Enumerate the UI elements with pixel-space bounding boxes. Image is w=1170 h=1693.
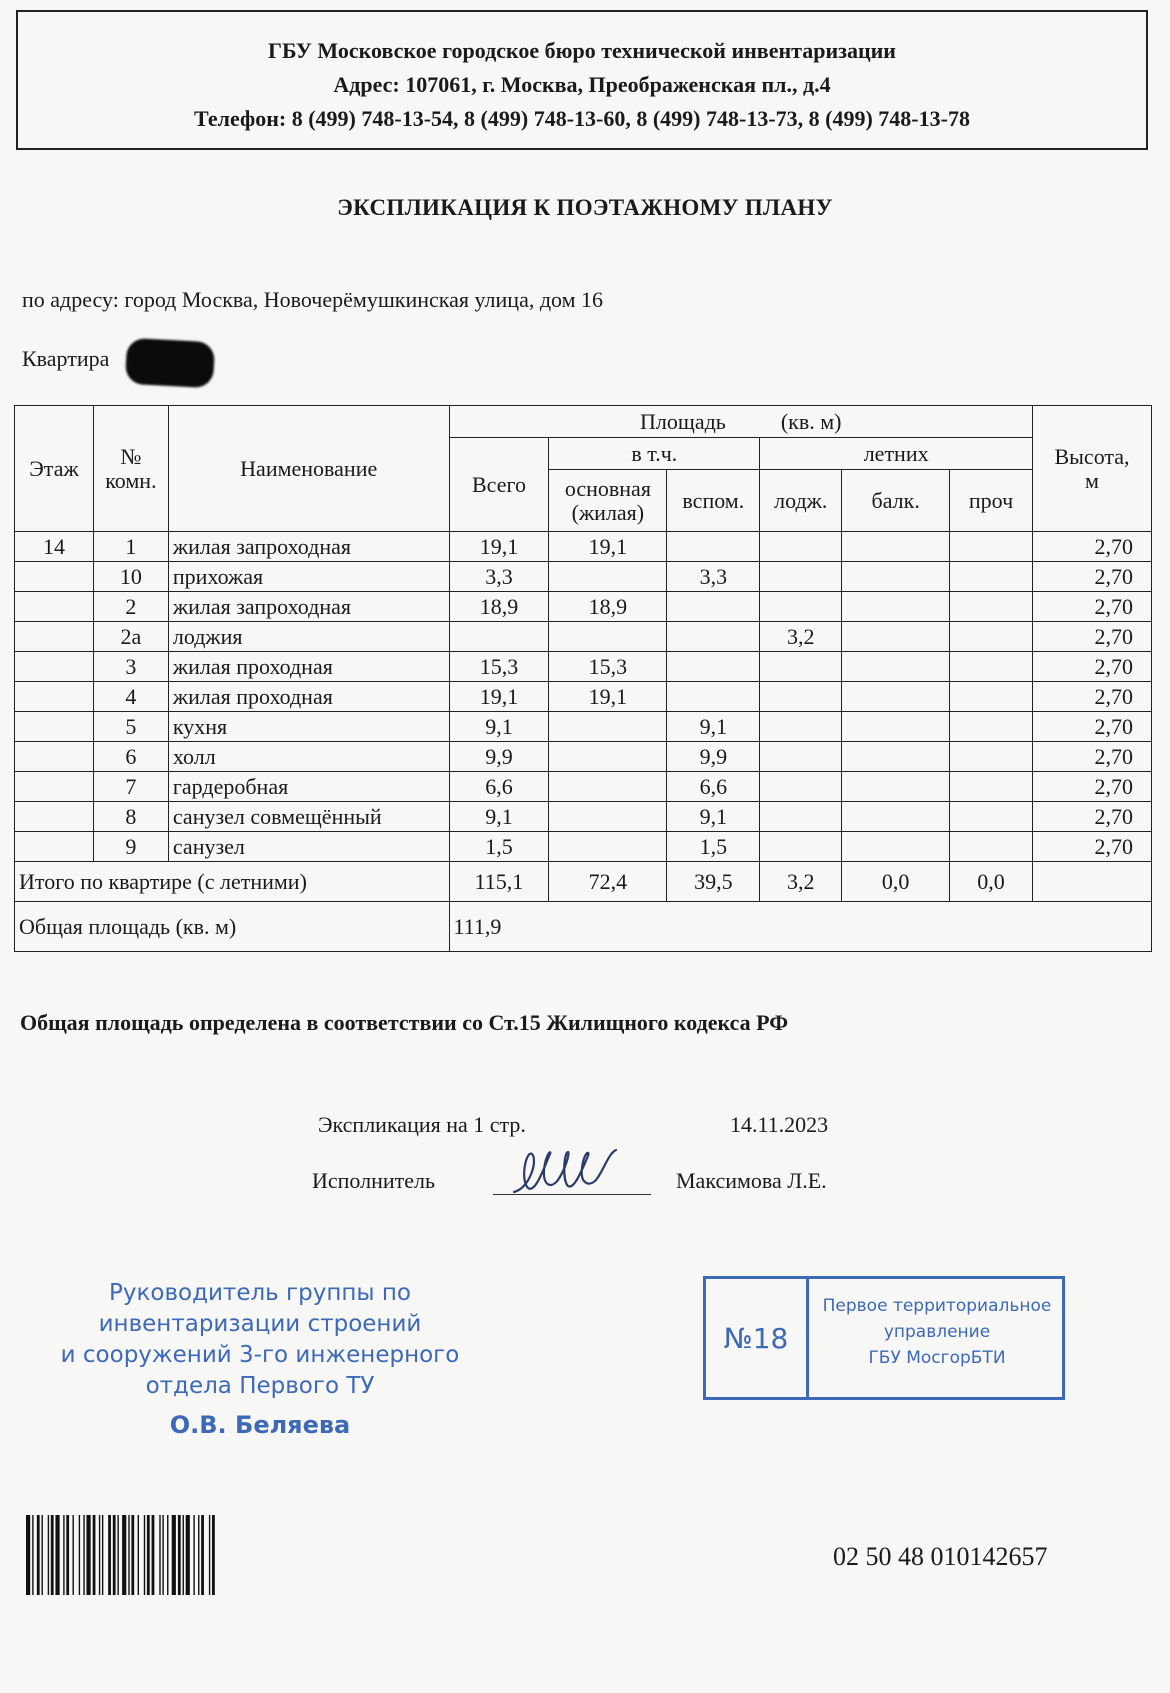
totals-loggia: 3,2 [760, 862, 842, 902]
cell-room-number: 7 [93, 772, 168, 802]
general-area-label: Общая площадь (кв. м) [15, 902, 450, 952]
cell-room-number: 4 [93, 682, 168, 712]
cell-aux: 3,3 [667, 562, 760, 592]
cell-total: 9,1 [449, 712, 549, 742]
cell-balcony [842, 652, 950, 682]
cell-height: 2,70 [1033, 712, 1152, 742]
cell-loggia [760, 592, 842, 622]
cell-room-name: жилая проходная [168, 682, 449, 712]
redaction-mark [125, 338, 215, 389]
cell-other [950, 532, 1033, 562]
header-area-1: Площадь [640, 408, 726, 434]
cell-total: 9,1 [449, 802, 549, 832]
cell-aux: 9,1 [667, 802, 760, 832]
cell-room-name: гардеробная [168, 772, 449, 802]
org-name: ГБУ Московское городское бюро технической инвентаризации [268, 38, 896, 63]
totals-balcony: 0,0 [842, 862, 950, 902]
cell-other [950, 802, 1033, 832]
cell-room-number: 2а [93, 622, 168, 652]
barcode [26, 1515, 372, 1595]
org-address: Адрес: 107061, г. Москва, Преображенская пл., д.4 [333, 72, 831, 97]
cell-room-number: 5 [93, 712, 168, 742]
org-phones: Телефон: 8 (499) 748-13-54, 8 (499) 748-13-60, 8 (499) 748-13-73, 8 (499) 748-13-78 [194, 106, 970, 131]
cell-aux [667, 532, 760, 562]
table-row [15, 682, 1152, 712]
totals-aux: 39,5 [667, 862, 760, 902]
header-area-2: (кв. м) [780, 408, 842, 434]
totals-main: 72,4 [549, 862, 667, 902]
cell-loggia [760, 742, 842, 772]
cell-main: 19,1 [549, 532, 667, 562]
table-body [15, 532, 1152, 862]
cell-main [549, 562, 667, 592]
cell-loggia [760, 712, 842, 742]
table-row [15, 652, 1152, 682]
cell-main [549, 742, 667, 772]
cell-room-number: 10 [93, 562, 168, 592]
cell-floor [15, 742, 94, 772]
cell-floor [15, 562, 94, 592]
header-main-2: (жилая) [571, 499, 645, 525]
cell-room-number: 9 [93, 832, 168, 862]
table-row [15, 772, 1152, 802]
cell-room-number: 3 [93, 652, 168, 682]
table-row [15, 802, 1152, 832]
header-summer: летних [760, 438, 1033, 470]
cell-balcony [842, 832, 950, 862]
stamp-line-1: Руководитель группы по [109, 1280, 411, 1306]
cell-total: 1,5 [449, 832, 549, 862]
cell-floor [15, 652, 94, 682]
header-main-1: основная [564, 475, 651, 501]
official-stamp-text [40, 1278, 480, 1441]
cell-room-name: жилая проходная [168, 652, 449, 682]
cell-main [549, 772, 667, 802]
cell-aux [667, 652, 760, 682]
general-area-value: 111,9 [449, 902, 1151, 952]
cell-aux: 9,9 [667, 742, 760, 772]
cell-room-name: жилая запроходная [168, 592, 449, 622]
header-room-no-1: № [120, 443, 142, 469]
cell-other [950, 682, 1033, 712]
cell-total: 9,9 [449, 742, 549, 772]
header-loggia: лодж. [760, 470, 842, 532]
totals-other: 0,0 [950, 862, 1033, 902]
cell-total: 19,1 [449, 532, 549, 562]
cell-loggia [760, 652, 842, 682]
totals-height [1033, 862, 1152, 902]
cell-other [950, 742, 1033, 772]
cell-balcony [842, 562, 950, 592]
cell-main: 18,9 [549, 592, 667, 622]
cell-main [549, 622, 667, 652]
header-main [549, 470, 667, 532]
totals-row [15, 862, 1152, 902]
executor-signature [510, 1140, 630, 1198]
table-row [15, 532, 1152, 562]
table-row [15, 832, 1152, 862]
department-stamp [703, 1276, 1065, 1400]
legal-note: Общая площадь определена в соответствии со Ст.15 Жилищного кодекса РФ [20, 1010, 789, 1035]
header-total: Всего [449, 438, 549, 532]
cell-room-name: жилая запроходная [168, 532, 449, 562]
cell-balcony [842, 712, 950, 742]
cell-other [950, 622, 1033, 652]
cell-height: 2,70 [1033, 742, 1152, 772]
header-height [1033, 406, 1152, 532]
cell-floor [15, 592, 94, 622]
general-area-row [15, 902, 1152, 952]
header-other: проч [950, 470, 1033, 532]
header-area [449, 406, 1032, 438]
table-row [15, 562, 1152, 592]
cell-height: 2,70 [1033, 592, 1152, 622]
cell-main [549, 832, 667, 862]
cell-loggia: 3,2 [760, 622, 842, 652]
header-height-2: м [1085, 467, 1099, 493]
totals-label: Итого по квартире (с летними) [15, 862, 450, 902]
cell-total: 19,1 [449, 682, 549, 712]
explication-table [14, 405, 1152, 952]
cell-other [950, 712, 1033, 742]
cell-total: 15,3 [449, 652, 549, 682]
cell-height: 2,70 [1033, 772, 1152, 802]
pages-count: Экспликация на 1 стр. [318, 1112, 526, 1137]
stamp-line-3: и сооружений 3-го инженерного [60, 1342, 460, 1368]
totals-total: 115,1 [449, 862, 549, 902]
cell-balcony [842, 682, 950, 712]
stamp-line-2: инвентаризации строений [98, 1311, 422, 1337]
cell-height: 2,70 [1033, 622, 1152, 652]
cell-balcony [842, 772, 950, 802]
cell-room-name: санузел [168, 832, 449, 862]
cell-balcony [842, 622, 950, 652]
cell-main: 19,1 [549, 682, 667, 712]
table-row [15, 622, 1152, 652]
cell-total: 3,3 [449, 562, 549, 592]
cell-height: 2,70 [1033, 652, 1152, 682]
stamp-number: №18 [706, 1279, 809, 1397]
cell-floor: 14 [15, 532, 94, 562]
cell-loggia [760, 772, 842, 802]
cell-balcony [842, 802, 950, 832]
cell-floor [15, 712, 94, 742]
cell-main: 15,3 [549, 652, 667, 682]
stamp-dept-line-3: ГБУ МосгорБТИ [868, 1348, 1006, 1368]
signature-line [493, 1194, 651, 1195]
header-room-number [93, 406, 168, 532]
cell-loggia [760, 802, 842, 832]
cell-other [950, 652, 1033, 682]
header-aux: вспом. [667, 470, 760, 532]
stamp-line-4: отдела Первого ТУ [145, 1373, 375, 1399]
table-row [15, 742, 1152, 772]
executor-label: Исполнитель [312, 1168, 436, 1193]
cell-height: 2,70 [1033, 562, 1152, 592]
cell-aux: 6,6 [667, 772, 760, 802]
cell-aux [667, 622, 760, 652]
cell-room-name: санузел совмещённый [168, 802, 449, 832]
cell-aux [667, 682, 760, 712]
header-balcony: балк. [842, 470, 950, 532]
cell-floor [15, 682, 94, 712]
barcode-number: 02 50 48 010142657 [833, 1542, 1048, 1571]
cell-other [950, 772, 1033, 802]
table-row [15, 592, 1152, 622]
cell-height: 2,70 [1033, 832, 1152, 862]
cell-aux: 9,1 [667, 712, 760, 742]
cell-room-number: 2 [93, 592, 168, 622]
cell-room-number: 8 [93, 802, 168, 832]
cell-room-number: 1 [93, 532, 168, 562]
cell-other [950, 562, 1033, 592]
stamp-dept-line-1: Первое территориальное [822, 1296, 1052, 1316]
stamp-official-name: О.В. Беляева [169, 1411, 351, 1439]
cell-other [950, 592, 1033, 622]
cell-total: 6,6 [449, 772, 549, 802]
header-name: Наименование [168, 406, 449, 532]
cell-floor [15, 772, 94, 802]
cell-floor [15, 832, 94, 862]
cell-balcony [842, 532, 950, 562]
cell-total [449, 622, 549, 652]
header-height-1: Высота, [1054, 443, 1130, 469]
property-address: по адресу: город Москва, Новочерёмушкинская улица, дом 16 [22, 287, 604, 312]
cell-room-name: лоджия [168, 622, 449, 652]
cell-height: 2,70 [1033, 532, 1152, 562]
cell-room-number: 6 [93, 742, 168, 772]
cell-aux [667, 592, 760, 622]
cell-loggia [760, 562, 842, 592]
cell-floor [15, 802, 94, 832]
executor-name: Максимова Л.Е. [676, 1168, 827, 1193]
cell-main [549, 712, 667, 742]
cell-aux: 1,5 [667, 832, 760, 862]
cell-floor [15, 622, 94, 652]
cell-balcony [842, 592, 950, 622]
cell-height: 2,70 [1033, 682, 1152, 712]
header-room-no-2: комн. [105, 467, 157, 493]
cell-room-name: кухня [168, 712, 449, 742]
cell-balcony [842, 742, 950, 772]
apartment-label: Квартира [22, 346, 110, 371]
document-title: ЭКСПЛИКАЦИЯ К ПОЭТАЖНОМУ ПЛАНУ [337, 195, 833, 220]
cell-loggia [760, 832, 842, 862]
header-floor: Этаж [15, 406, 94, 532]
stamp-department-text [812, 1293, 1062, 1371]
cell-room-name: холл [168, 742, 449, 772]
cell-loggia [760, 682, 842, 712]
cell-loggia [760, 532, 842, 562]
cell-height: 2,70 [1033, 802, 1152, 832]
stamp-dept-line-2: управление [883, 1322, 991, 1342]
organization-header [16, 10, 1148, 150]
document-date: 14.11.2023 [730, 1112, 829, 1137]
cell-main [549, 802, 667, 832]
table-row [15, 712, 1152, 742]
header-including: в т.ч. [549, 438, 760, 470]
cell-total: 18,9 [449, 592, 549, 622]
cell-room-name: прихожая [168, 562, 449, 592]
cell-other [950, 832, 1033, 862]
